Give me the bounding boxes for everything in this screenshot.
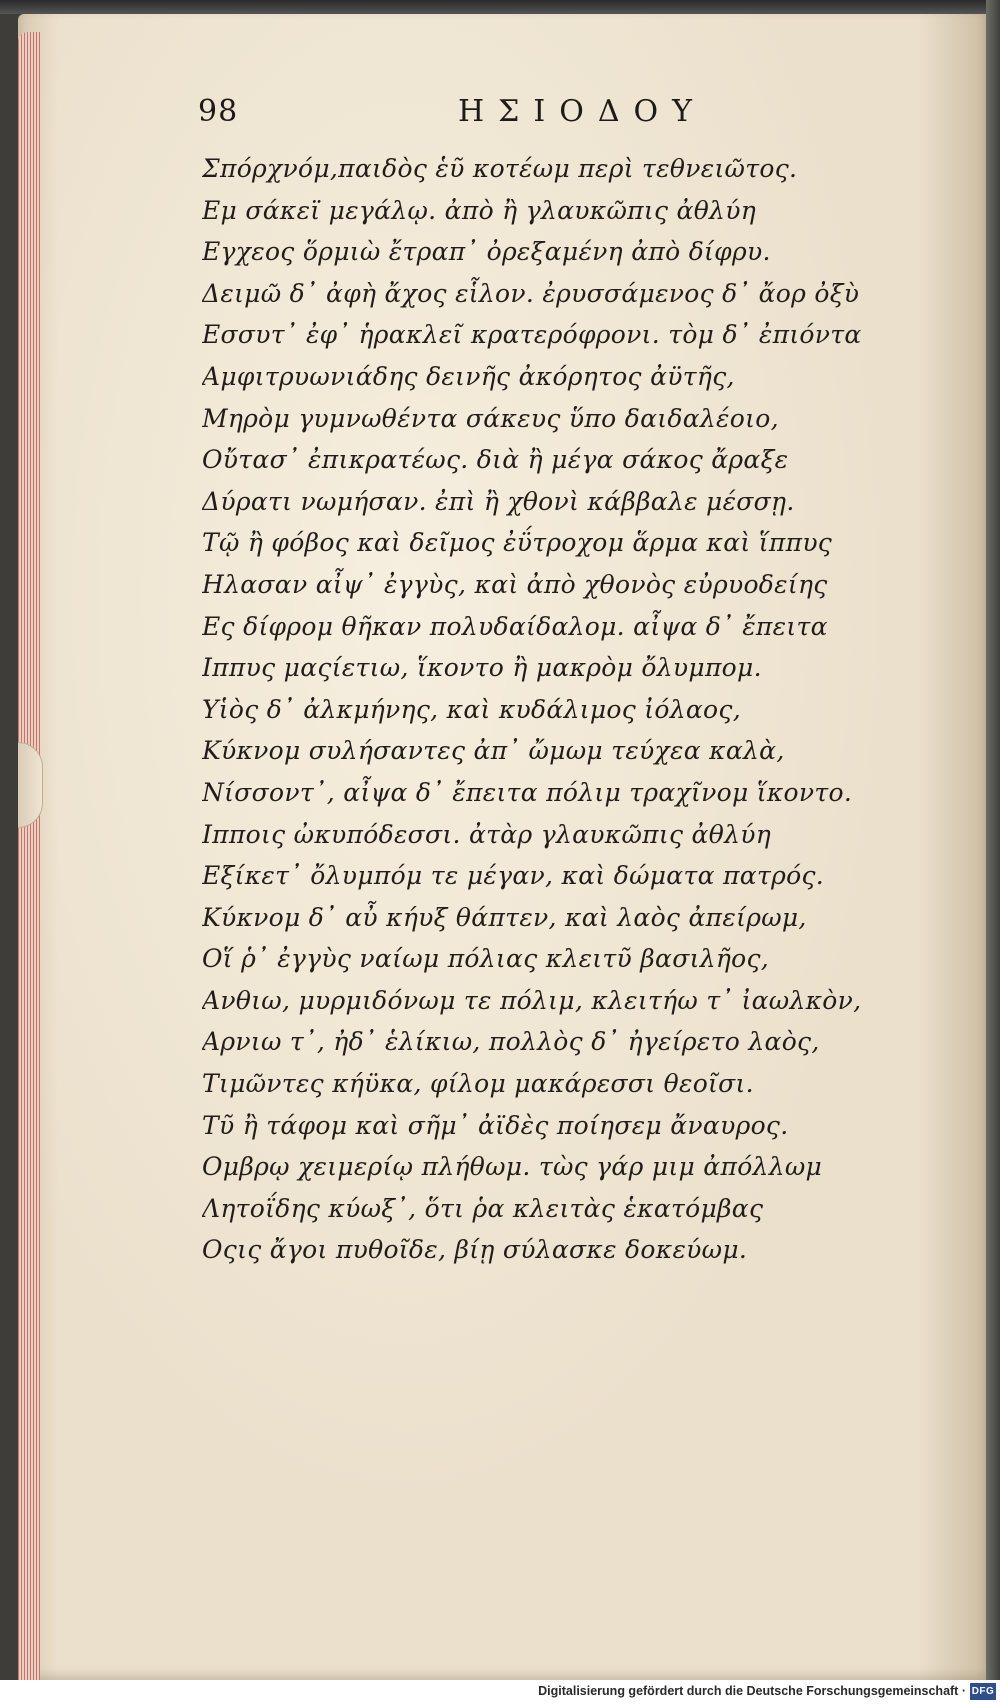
verse-line: Ιππυς μαςίετιω, ἵκοντο ἢ μακρὸμ ὄλυμπομ.: [202, 653, 762, 683]
verse-line: Οἵ ῥ᾽ ἐγγὺς ναίωμ πόλιας κλειτῦ βασιλῆος,: [202, 944, 770, 974]
page-title: ΗΣΙΟΔΟΥ: [458, 94, 706, 129]
verse-line: Οςις ἄγοι πυθοῖδε, βίῃ σύλασκε δοκεύωμ.: [202, 1235, 748, 1265]
verse-line: Μηρὸμ γυμνωθέντα σάκευς ὕπο δαιδαλέοιο,: [202, 403, 779, 433]
verse-line: Ηλασαν αἶψ᾽ ἐγγὺς, καὶ ἀπὸ χθονὸς εὐρυοδείης: [202, 569, 828, 599]
footer-bar: [0, 1680, 1000, 1704]
verse-line: Εσσυτ᾽ ἐφ᾽ ἡρακλεῖ κρατερόφρονι. τὸμ δ᾽ ἐπιόντα: [202, 320, 862, 350]
verse-line: Νίσσοντ᾽, αἶψα δ᾽ ἔπειτα πόλιμ τραχῖνομ ἵκοντο.: [202, 777, 853, 807]
verse-line: Κύκνομ δ᾽ αὖ κήυξ θάπτεν, καὶ λαὸς ἀπείρωμ,: [202, 902, 807, 932]
verse-line: Εξίκετ᾽ ὄλυμπόμ τε μέγαν, καὶ δώματα πατρός.: [202, 861, 824, 891]
page-number: 98: [198, 94, 239, 129]
verse-line: Εγχεος ὅρμιὼ ἔτραπ᾽ ὀρεξαμένη ἀπὸ δίφρυ.: [202, 237, 771, 267]
page-edges-red: [18, 32, 40, 1692]
verse-line: Δειμῶ δ᾽ ἀφὴ ἄχος εἷλον. ἐρυσσάμενος δ᾽ ἄορ ὀξὺ: [202, 278, 860, 308]
digitization-credit: Digitalisierung gefördert durch die Deutsche Forschungsgemeinschaft ·: [538, 1684, 966, 1698]
verse-line: Σπόρχνόμ,παιδὸς ἑῦ κοτέωμ περὶ τεθνειῶτος.: [202, 154, 798, 183]
book-page: [18, 14, 986, 1680]
verse-line: Ανθιω, μυρμιδόνωμ τε πόλιμ, κλειτήω τ᾽ ἰαωλκὸν,: [202, 985, 862, 1015]
verse-line: Τῷ ἢ φόβος καὶ δεῖμος ἐΰτροχομ ἅρμα καὶ ἵππυς: [202, 528, 833, 558]
dfg-logo: DFG: [970, 1683, 996, 1700]
verse-line: Τιμῶντες κήϋκα, φίλομ μακάρεσσι θεοῖσι.: [202, 1069, 754, 1099]
verse-line: Ιπποις ὠκυπόδεσσι. ἀτὰρ γλαυκῶπις ἀθλύη: [202, 819, 772, 849]
verse-line: Υἱὸς δ᾽ ἀλκμήνης, καὶ κυδάλιμος ἰόλαος,: [202, 694, 741, 724]
verse-line: Αρνιω τ᾽, ἠδ᾽ ἑλίκιω, πολλὸς δ᾽ ἠγείρετο λαὸς,: [202, 1027, 820, 1057]
verse-line: Εμ σάκεϊ μεγάλῳ. ἀπὸ ἢ γλαυκῶπις ἀθλύη: [202, 195, 756, 225]
verse-line: Κύκνομ συλήσαντες ἀπ᾽ ὤμωμ τεύχεα καλὰ,: [202, 736, 785, 766]
book-cover-edge: [986, 0, 1000, 1680]
verse-text: [202, 148, 972, 1271]
verse-line: Αμφιτρυωνιάδης δεινῆς ἀκόρητος ἀϋτῆς,: [202, 361, 735, 391]
page-thumb-tab: [18, 742, 43, 828]
verse-line: Τῦ ἢ τάφομ καὶ σῆμ᾽ ἀϊδὲς ποίησεμ ἄναυρος.: [202, 1110, 789, 1140]
scanner-top-strip: [0, 0, 1000, 14]
running-head: [18, 94, 986, 134]
verse-line: Λητοΐδης κύωξ᾽, ὅτι ῥα κλειτὰς ἑκατόμβας: [202, 1193, 764, 1223]
verse-line: Ες δίφρομ θῆκαν πολυδαίδαλομ. αἶψα δ᾽ ἔπειτα: [202, 611, 828, 641]
verse-line: Οὔτασ᾽ ἐπικρατέως. διὰ ἢ μέγα σάκος ἄραξε: [202, 445, 789, 475]
verse-line: Ομβρῳ χειμερίῳ πλήθωμ. τὼς γάρ μιμ ἀπόλλωμ: [202, 1152, 823, 1182]
verse-line: Δύρατι νωμήσαν. ἐπὶ ἢ χθονὶ κάββαλε μέσσῃ.: [202, 486, 795, 516]
